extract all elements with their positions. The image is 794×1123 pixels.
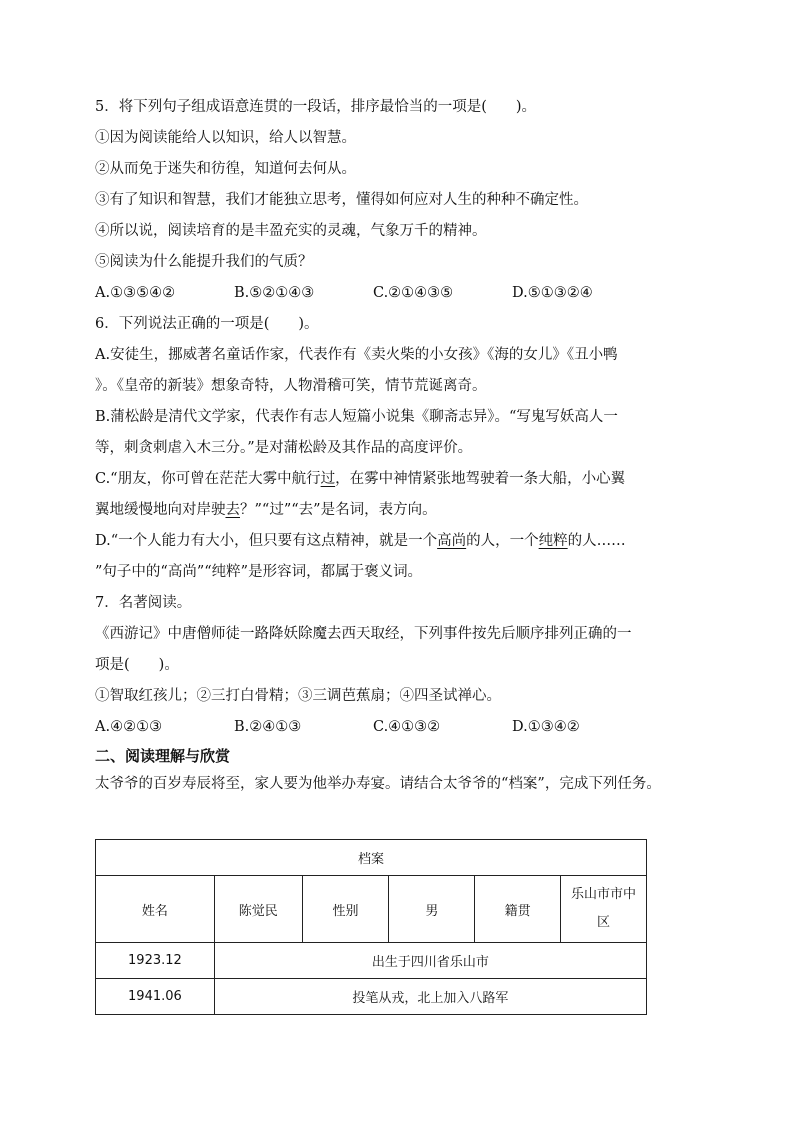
q5-option-a: A.①③⑤④② [95, 285, 176, 301]
q6-option-b-line-2: 等，刺贪刺虐入木三分。”是对蒲松龄及其作品的高度评价。 [95, 440, 473, 456]
q6-option-a-line-1: A.安徒生，挪威著名童话作家，代表作有《卖火柴的小女孩》《海的女儿》《丑小鸭 [95, 347, 618, 363]
q5-option-b: B.⑤②①④③ [234, 285, 315, 301]
q6-c-underlined-qu: 去 [225, 502, 240, 518]
dossier-origin-label: 籍贯 [475, 876, 561, 943]
q5-options [95, 278, 715, 309]
q7-option-c: C.④①③② [373, 719, 441, 735]
q6-d-text-3: 的人…… [567, 533, 626, 549]
q6-option-c-line-1 [95, 464, 715, 495]
q6-option-d-line-2: ”句子中的“高尚”“纯粹”是形容词，都属于褒义词。 [95, 564, 423, 580]
q6-option-b-line-1: B.蒲松龄是清代文学家，代表作有志人短篇小说集《聊斋志异》。“写鬼写妖高人一 [95, 409, 618, 425]
section-2-title: 二、阅读理解与欣赏 [95, 747, 231, 765]
dossier-title: 档案 [96, 840, 647, 876]
q6-c-text-3: 翼地缓慢地向对岸驶 [95, 502, 226, 518]
dossier-name-label: 姓名 [96, 876, 215, 943]
q6-c-text-1: C.“朋友，你可曾在茫茫大雾中航行 [95, 471, 321, 487]
q6-c-text-4: ？”“过”“去”是名词，表方向。 [240, 502, 437, 518]
q7-option-d: D.①③④② [512, 719, 580, 735]
dossier-event-text: 出生于四川省乐山市 [214, 943, 646, 979]
q6-d-underlined-chuncui: 纯粹 [538, 533, 568, 549]
dossier-event-date: 1923.12 [96, 943, 215, 979]
q6-option-d-line-1 [95, 526, 715, 557]
q6-d-underlined-gaoshang: 高尚 [437, 533, 467, 549]
q6-d-text-2: 的人，一个 [466, 533, 539, 549]
q7-options [95, 712, 715, 743]
q6-stem: 6．下列说法正确的一项是( )。 [95, 316, 319, 332]
q6-option-a-line-2: 》。《皇帝的新装》想象奇特，人物滑稽可笑，情节荒诞离奇。 [95, 378, 487, 394]
dossier-gender-value: 男 [389, 876, 475, 943]
q6-c-underlined-guo: 过 [320, 471, 336, 487]
q5-sentence-4: ④所以说，阅读培育的是丰盈充实的灵魂，气象万千的精神。 [95, 223, 487, 239]
q5-option-d: D.⑤①③②④ [512, 285, 593, 301]
q5-stem: 5．将下列句子组成语意连贯的一段话，排序最恰当的一项是( )。 [95, 99, 537, 115]
dossier-gender-label: 性别 [302, 876, 389, 943]
q7-events: ①智取红孩儿；②三打白骨精；③三调芭蕉扇；④四圣试禅心。 [95, 688, 501, 704]
q7-text-line-2: 项是( )。 [95, 657, 179, 673]
q6-d-text-1: D.“一个人能力有大小，但只要有这点精神，就是一个 [95, 533, 438, 549]
q6-option-c-line-2 [95, 495, 715, 526]
q5-sentence-5: ⑤阅读为什么能提升我们的气质？ [95, 254, 313, 270]
section-2-intro: 太爷爷的百岁寿辰将至，家人要为他举办寿宴。请结合太爷爷的“档案”，完成下列任务。 [95, 776, 661, 792]
q7-option-b: B.②④①③ [234, 719, 302, 735]
q5-sentence-2: ②从而免于迷失和彷徨，知道何去何从。 [95, 161, 356, 177]
dossier-table [95, 839, 647, 1015]
q5-option-c: C.②①④③⑤ [373, 285, 454, 301]
exam-content [95, 92, 715, 800]
q5-sentence-3: ③有了知识和智慧，我们才能独立思考，懂得如何应对人生的种种不确定性。 [95, 192, 588, 208]
q7-stem: 7．名著阅读。 [95, 595, 192, 611]
q6-c-text-2: ，在雾中神情紧张地驾驶着一条大船，小心翼 [335, 471, 626, 487]
q7-option-a: A.④②①③ [95, 719, 163, 735]
dossier-name-value: 陈觉民 [214, 876, 302, 943]
dossier-origin-value: 乐山市市中区 [561, 876, 647, 943]
q5-sentence-1: ①因为阅读能给人以知识，给人以智慧。 [95, 130, 356, 146]
dossier-event-text: 投笔从戎，北上加入八路军 [214, 979, 646, 1015]
q7-text-line-1: 《西游记》中唐僧师徒一路降妖除魔去西天取经，下列事件按先后顺序排列正确的一 [95, 626, 632, 642]
dossier-event-date: 1941.06 [96, 979, 215, 1015]
